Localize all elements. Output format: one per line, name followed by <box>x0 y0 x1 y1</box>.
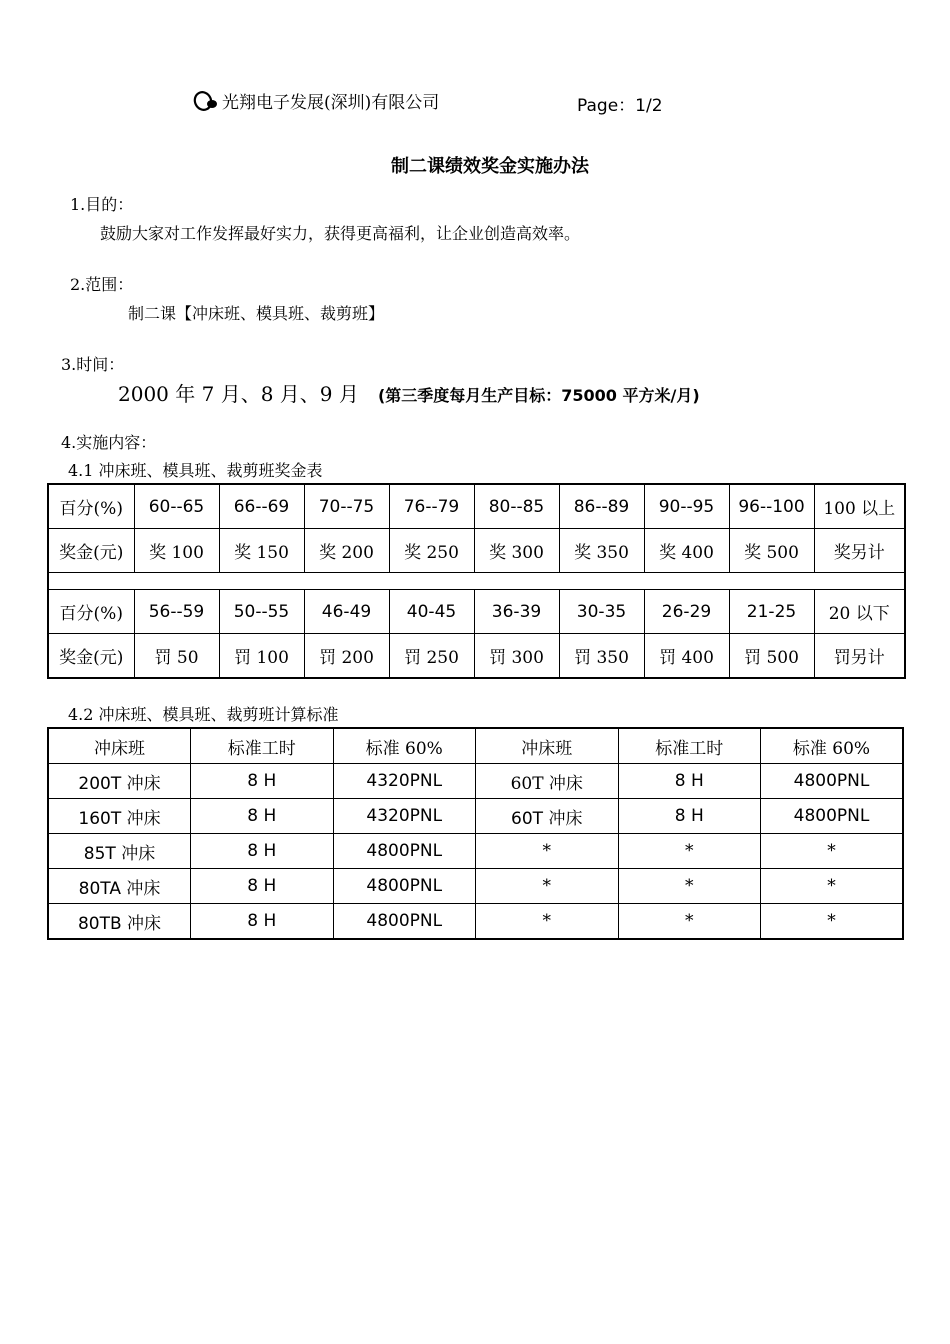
table-row <box>48 799 903 834</box>
column-header: 标准工时 <box>618 728 761 764</box>
table-cell: 奖 350 <box>559 529 644 573</box>
table-cell: 奖 250 <box>389 529 474 573</box>
table-cell: 30-35 <box>559 590 644 634</box>
table-cell: 56--59 <box>134 590 219 634</box>
table-cell: * <box>476 904 619 940</box>
table-cell: 奖 300 <box>474 529 559 573</box>
table-cell: 奖另计 <box>814 529 905 573</box>
table-cell: * <box>761 869 904 904</box>
table-cell: 罚 400 <box>644 634 729 679</box>
company-logo-icon <box>192 90 220 117</box>
table-cell: 8 H <box>618 799 761 834</box>
table-cell: 奖 100 <box>134 529 219 573</box>
table-cell: 奖金(元) <box>48 529 134 573</box>
table-cell: 8 H <box>191 834 334 869</box>
table-cell: 36-39 <box>474 590 559 634</box>
table-cell: 26-29 <box>644 590 729 634</box>
table-cell: 4800PNL <box>761 764 904 799</box>
table-spacer-row <box>48 573 905 590</box>
table-cell: 86--89 <box>559 484 644 529</box>
penalty-percent-row <box>48 590 905 634</box>
table-cell: 奖金(元) <box>48 634 134 679</box>
table-cell: 80TA 冲床 <box>48 869 191 904</box>
table-cell: 200T 冲床 <box>48 764 191 799</box>
table-cell: 60T 冲床 <box>476 764 619 799</box>
table-cell: * <box>761 834 904 869</box>
table-cell: * <box>476 869 619 904</box>
table-cell: 20 以下 <box>814 590 905 634</box>
table-cell: 奖 500 <box>729 529 814 573</box>
table-cell: 60--65 <box>134 484 219 529</box>
company-header <box>192 88 439 117</box>
table-cell: 8 H <box>191 904 334 940</box>
table-cell: 4320PNL <box>333 764 476 799</box>
table-cell: 罚 300 <box>474 634 559 679</box>
column-header: 标准 60% <box>333 728 476 764</box>
table-cell: 罚 250 <box>389 634 474 679</box>
time-period: 2000 年 7 月、8 月、9 月 <box>118 382 359 406</box>
table-cell: 85T 冲床 <box>48 834 191 869</box>
penalty-amount-row <box>48 634 905 679</box>
column-header: 冲床班 <box>48 728 191 764</box>
table-cell: 8 H <box>191 869 334 904</box>
table-cell: 4800PNL <box>761 799 904 834</box>
scope-heading: 2.范围： <box>70 275 134 294</box>
scope-text: 制二课【冲床班、模具班、裁剪班】 <box>128 304 385 323</box>
reward-percent-row <box>48 484 905 529</box>
table-cell: 76--79 <box>389 484 474 529</box>
table-cell: 160T 冲床 <box>48 799 191 834</box>
table-cell: 40-45 <box>389 590 474 634</box>
table-row <box>48 904 903 940</box>
table-cell: 罚 100 <box>219 634 304 679</box>
table-cell: 66--69 <box>219 484 304 529</box>
table-row <box>48 834 903 869</box>
column-header: 标准 60% <box>761 728 904 764</box>
table-cell: 70--75 <box>304 484 389 529</box>
time-heading: 3.时间： <box>61 355 125 374</box>
table-cell: 50--55 <box>219 590 304 634</box>
table-cell: * <box>618 904 761 940</box>
table-row <box>48 764 903 799</box>
table-cell: 96--100 <box>729 484 814 529</box>
table-cell: 罚另计 <box>814 634 905 679</box>
table-cell: * <box>618 834 761 869</box>
table-cell: 4800PNL <box>333 904 476 940</box>
table-cell: * <box>761 904 904 940</box>
table-cell: 罚 50 <box>134 634 219 679</box>
table-cell: 8 H <box>191 799 334 834</box>
table-cell: 80TB 冲床 <box>48 904 191 940</box>
table-cell: 4320PNL <box>333 799 476 834</box>
table-cell: 百分(%) <box>48 484 134 529</box>
reward-amount-row <box>48 529 905 573</box>
column-header: 冲床班 <box>476 728 619 764</box>
table-cell: * <box>618 869 761 904</box>
table-cell: 4800PNL <box>333 869 476 904</box>
bonus-table-caption: 4.1 冲床班、模具班、裁剪班奖金表 <box>68 461 323 480</box>
table-cell: 罚 500 <box>729 634 814 679</box>
table-cell: 奖 150 <box>219 529 304 573</box>
table-row <box>48 869 903 904</box>
table-cell: 21-25 <box>729 590 814 634</box>
table-cell: 4800PNL <box>333 834 476 869</box>
content-heading: 4.实施内容： <box>61 433 157 452</box>
table-cell: * <box>476 834 619 869</box>
table-cell: 奖 400 <box>644 529 729 573</box>
purpose-text: 鼓励大家对工作发挥最好实力，获得更高福利，让企业创造高效率。 <box>100 224 581 243</box>
table-cell: 8 H <box>191 764 334 799</box>
table-cell: 奖 200 <box>304 529 389 573</box>
table-cell: 8 H <box>618 764 761 799</box>
document-title: 制二课绩效奖金实施办法 <box>391 156 589 177</box>
spacer-cell <box>48 573 905 590</box>
table-cell: 100 以上 <box>814 484 905 529</box>
company-name: 光翔电子发展(深圳)有限公司 <box>222 93 440 113</box>
page-number: Page：1/2 <box>577 96 663 116</box>
column-header: 标准工时 <box>191 728 334 764</box>
table-cell: 46-49 <box>304 590 389 634</box>
table-cell: 80--85 <box>474 484 559 529</box>
table-cell: 60T 冲床 <box>476 799 619 834</box>
table-cell: 百分(%) <box>48 590 134 634</box>
bonus-table <box>47 483 906 679</box>
purpose-heading: 1.目的： <box>70 195 134 214</box>
time-note: (第三季度每月生产目标：75000 平方米/月) <box>377 386 700 405</box>
table-cell: 90--95 <box>644 484 729 529</box>
table-cell: 罚 200 <box>304 634 389 679</box>
table-cell: 罚 350 <box>559 634 644 679</box>
standard-table <box>47 727 904 940</box>
standard-table-caption: 4.2 冲床班、模具班、裁剪班计算标准 <box>68 705 339 724</box>
table-header-row <box>48 728 903 764</box>
